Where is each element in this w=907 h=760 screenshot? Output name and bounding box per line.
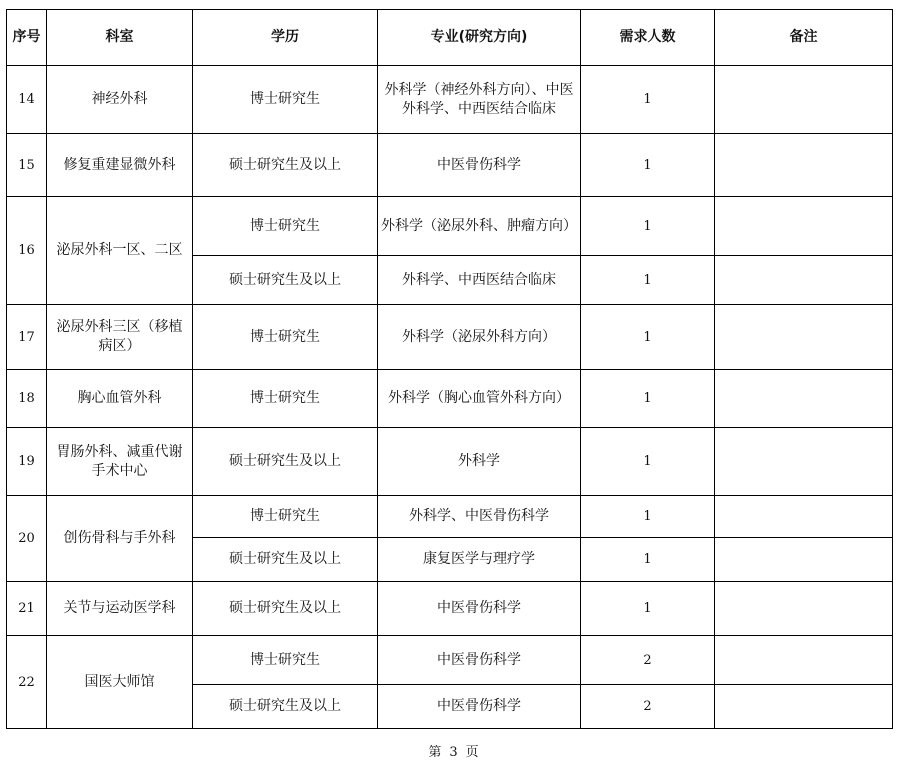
row-count: 1 [581,256,715,305]
row-count: 1 [581,66,715,134]
row-no: 19 [7,428,47,496]
row-degree: 硕士研究生及以上 [193,538,378,582]
row-no: 14 [7,66,47,134]
row-count: 1 [581,538,715,582]
row-note [715,538,893,582]
row-note [715,66,893,134]
table-row [7,197,893,256]
header-degree: 学历 [193,10,378,66]
header-no: 序号 [7,10,47,66]
row-note [715,370,893,428]
table-row [7,428,893,496]
row-degree: 硕士研究生及以上 [193,256,378,305]
row-count: 1 [581,582,715,636]
row-major: 外科学（神经外科方向）、中医外科学、中西医结合临床 [378,66,581,134]
row-dept: 泌尿外科一区、二区 [47,197,193,305]
row-dept: 修复重建显微外科 [47,134,193,197]
row-dept: 国医大师馆 [47,636,193,729]
page-footer [0,741,907,760]
row-count: 1 [581,305,715,370]
header-dept: 科室 [47,10,193,66]
table-row [7,305,893,370]
page-number: 3 [449,745,458,760]
row-no: 22 [7,636,47,729]
row-degree: 硕士研究生及以上 [193,685,378,729]
row-dept: 关节与运动医学科 [47,582,193,636]
row-count: 1 [581,134,715,197]
row-count: 2 [581,685,715,729]
row-dept: 胃肠外科、减重代谢手术中心 [47,428,193,496]
row-count: 1 [581,496,715,538]
table-row [7,66,893,134]
row-major: 康复医学与理疗学 [378,538,581,582]
row-degree: 硕士研究生及以上 [193,134,378,197]
table-row [7,134,893,197]
row-major: 外科学、中医骨伤科学 [378,496,581,538]
row-dept: 创伤骨科与手外科 [47,496,193,582]
row-count: 2 [581,636,715,685]
row-major: 中医骨伤科学 [378,134,581,197]
row-note [715,428,893,496]
row-note [715,197,893,256]
row-degree: 博士研究生 [193,636,378,685]
header-note: 备注 [715,10,893,66]
row-major: 外科学（泌尿外科、肿瘤方向） [378,197,581,256]
row-note [715,685,893,729]
row-no: 16 [7,197,47,305]
row-degree: 博士研究生 [193,370,378,428]
table-row [7,496,893,538]
row-count: 1 [581,197,715,256]
row-no: 15 [7,134,47,197]
row-note [715,636,893,685]
header-row [7,10,893,66]
row-no: 20 [7,496,47,582]
header-count: 需求人数 [581,10,715,66]
row-no: 21 [7,582,47,636]
row-note [715,305,893,370]
row-note [715,582,893,636]
row-degree: 博士研究生 [193,197,378,256]
row-major: 外科学 [378,428,581,496]
table-row [7,370,893,428]
row-count: 1 [581,370,715,428]
page-prefix: 第 [428,745,442,760]
row-note [715,256,893,305]
row-major: 中医骨伤科学 [378,582,581,636]
row-degree: 硕士研究生及以上 [193,582,378,636]
row-major: 中医骨伤科学 [378,636,581,685]
row-degree: 硕士研究生及以上 [193,428,378,496]
row-degree: 博士研究生 [193,305,378,370]
row-dept: 神经外科 [47,66,193,134]
row-major: 外科学、中西医结合临床 [378,256,581,305]
row-count: 1 [581,428,715,496]
row-dept: 胸心血管外科 [47,370,193,428]
row-note [715,134,893,197]
row-degree: 博士研究生 [193,66,378,134]
table-row [7,636,893,685]
row-no: 18 [7,370,47,428]
row-note [715,496,893,538]
header-major: 专业(研究方向) [378,10,581,66]
page-suffix: 页 [465,745,479,760]
row-dept: 泌尿外科三区（移植病区） [47,305,193,370]
row-no: 17 [7,305,47,370]
row-major: 中医骨伤科学 [378,685,581,729]
table-row [7,582,893,636]
row-degree: 博士研究生 [193,496,378,538]
row-major: 外科学（泌尿外科方向） [378,305,581,370]
recruitment-table [6,9,893,729]
row-major: 外科学（胸心血管外科方向） [378,370,581,428]
